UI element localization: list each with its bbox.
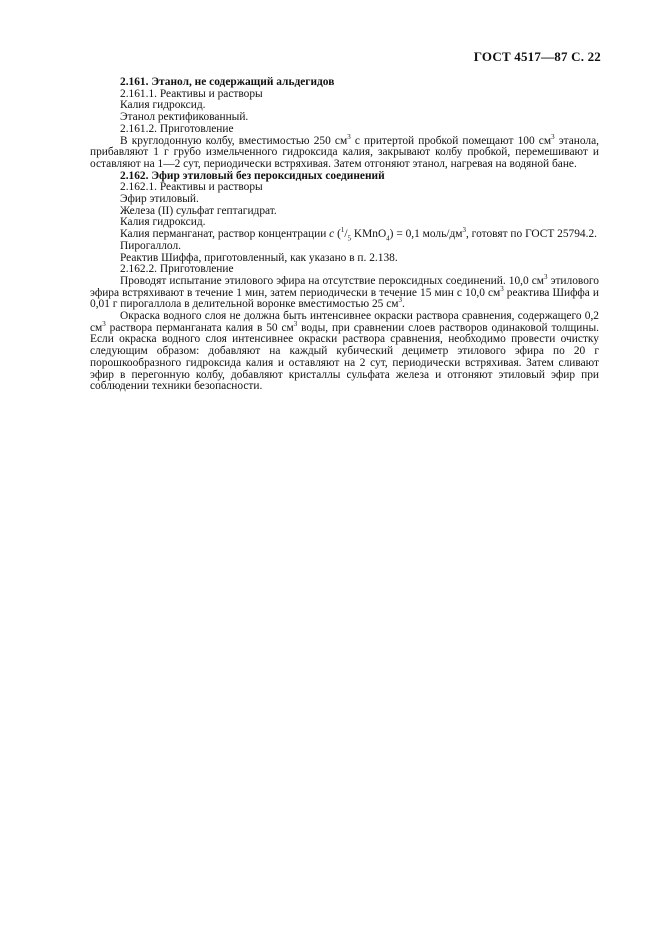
reagent-item: Пирогаллол. xyxy=(120,239,181,252)
subsection-title-2-162-1: 2.162.1. Реактивы и растворы xyxy=(120,181,263,194)
reagent-item-kmno4: Калия перманганат, раствор концентрации c ($^1/_5$ KMnO$_4$) = 0,1 моль/$дм^3$, готовят по ГОСТ 25794.2. xyxy=(120,226,598,243)
section-heading-2-161: 2.161. Этанол, не содержащий альдегидов xyxy=(120,76,335,88)
paragraph-purification-2-162: Окраска водного слоя не должна быть интенсивнее окраски раствора сравнения, содержащего 0,2 $см^3$ раствора перманганата калия в 50 $см^3$ воды, при сравнении слоев растворов одинаковой толщины. Если окраска водного слоя интенсивнее окраски раствора сравнения, необходимо провести очистку следующим образом: добавляют на каждый кубический дециметр этилового эфира по 20 г порошкообразного гидроксида калия и оставляют на 2 сут, периодически встряхивая. Затем сливают эфир в перегонную колбу, добавляют кристаллы сульфата железа и отгоняют этиловый эфир при соблюдении техники безопасности. xyxy=(90,310,600,393)
section-heading-2-162: 2.162. Эфир этиловый без пероксидных соединений xyxy=(120,169,385,182)
reagent-item: Реактив Шиффа, приготовленный, как указано в п. 2.138. xyxy=(120,251,398,264)
paragraph-test-2-162: Проводят испытание этилового эфира на отсутствие пероксидных соединений. 10,0 $см^3$ этилового эфира встряхивают в течение 1 мин, затем периодически в течение 15 мин с 10,0 $см^3$ реактива Шиффа и 0,01 г пирогаллола в делительной воронке вместимостью 25 $см^3$. xyxy=(90,273,599,311)
reagent-item: Этанол ректификованный. xyxy=(120,111,249,124)
subsection-title-2-161-2: 2.161.2. Приготовление xyxy=(120,122,234,135)
subsection-title-2-162-2: 2.162.2. Приготовление xyxy=(120,263,234,276)
reagent-item: Эфир этиловый. xyxy=(120,193,199,206)
subsection-title-2-161-1: 2.161.1. Реактивы и растворы xyxy=(120,87,263,100)
reagent-item: Калия гидроксид. xyxy=(120,216,206,229)
document-body xyxy=(90,77,599,393)
page-header: ГОСТ 4517—87 С. 22 xyxy=(473,49,601,64)
reagent-item: Калия гидроксид. xyxy=(120,99,206,112)
reagent-item: Железа (II) сульфат гептагидрат. xyxy=(120,204,277,217)
paragraph-preparation-2-161: В круглодонную колбу, вместимостью 250 $см^3$ с притертой пробкой помещают 100 $см^3$ этанола, прибавляют 1 г грубо измельченного гидроксида калия, закрывают колбу пробкой, перемешивают и оставляют на 1—2 сут, периодически встряхивая. Затем отгоняют этанол, нагревая на водяной бане. xyxy=(90,132,600,170)
